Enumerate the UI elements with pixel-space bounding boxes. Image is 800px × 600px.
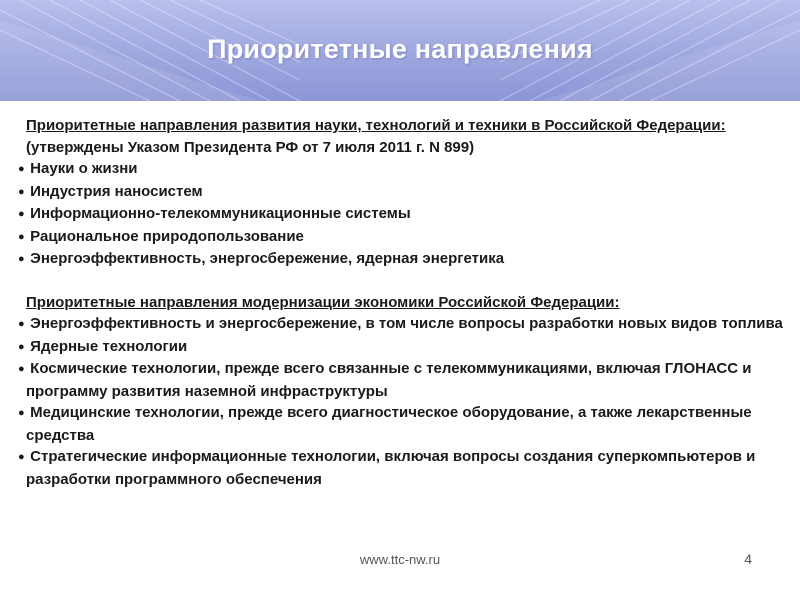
bullet-icon: ● — [18, 230, 25, 243]
bullet-icon: ● — [18, 340, 25, 353]
footer-url: www.ttc-nw.ru — [359, 552, 441, 567]
bullet-icon: ● — [18, 253, 25, 265]
section-heading-modernization — [18, 292, 783, 314]
list-item: ● Энергоэффективность и энергосбережение, в том числе вопросы разработки новых видов топлива — [18, 313, 783, 336]
bullet-icon: ● — [18, 451, 25, 463]
list-item: ● Медицинские технологии, прежде всего диагностическое оборудование, а также лекарственные средства — [18, 404, 752, 444]
list-item: ● Рациональное природопользование — [18, 226, 783, 249]
bullet-icon: ● — [18, 318, 25, 330]
list-item: ● Ядерные технологии — [18, 336, 783, 359]
bullet-icon: ● — [18, 208, 25, 220]
bullet-icon: ● — [18, 163, 25, 175]
section-heading-note: (утверждены Указом Президента РФ от 7 июля 2011 г. N 899) — [26, 138, 475, 156]
list-item: ● Информационно-телекоммуникационные системы — [18, 203, 783, 226]
science-priorities-list — [18, 158, 783, 271]
list-item: ● Энергоэффективность, энергосбережение, ядерная энергетика — [18, 248, 783, 271]
list-item: ● Космические технологии, прежде всего связанные с телекоммуникациями, включая ГЛОНАСС и программу развития наземной инфраструктуры — [18, 360, 752, 400]
bullet-icon: ● — [18, 363, 25, 375]
modernization-priorities-list — [18, 313, 783, 490]
bullet-icon: ● — [18, 407, 25, 419]
bullet-icon: ● — [18, 185, 25, 198]
list-item: ● Индустрия наносистем — [18, 181, 783, 204]
page-number: 4 — [744, 551, 752, 567]
list-item: ● Науки о жизни — [18, 158, 783, 181]
slide-header — [0, 0, 800, 101]
list-item: ● Стратегические информационные технологии, включая вопросы создания суперкомпьютеров и разработки программного обеспечения — [18, 448, 756, 488]
section-heading-underlined: Приоритетные направления развития науки, технологий и техники в Российской Федерации: — [26, 117, 726, 134]
section-heading-underlined: Приоритетные направления модернизации экономики Российской Федерации: — [26, 293, 620, 311]
slide-body — [18, 115, 783, 490]
section-heading-science — [18, 115, 783, 158]
slide-title: Приоритетные направления — [207, 34, 593, 64]
